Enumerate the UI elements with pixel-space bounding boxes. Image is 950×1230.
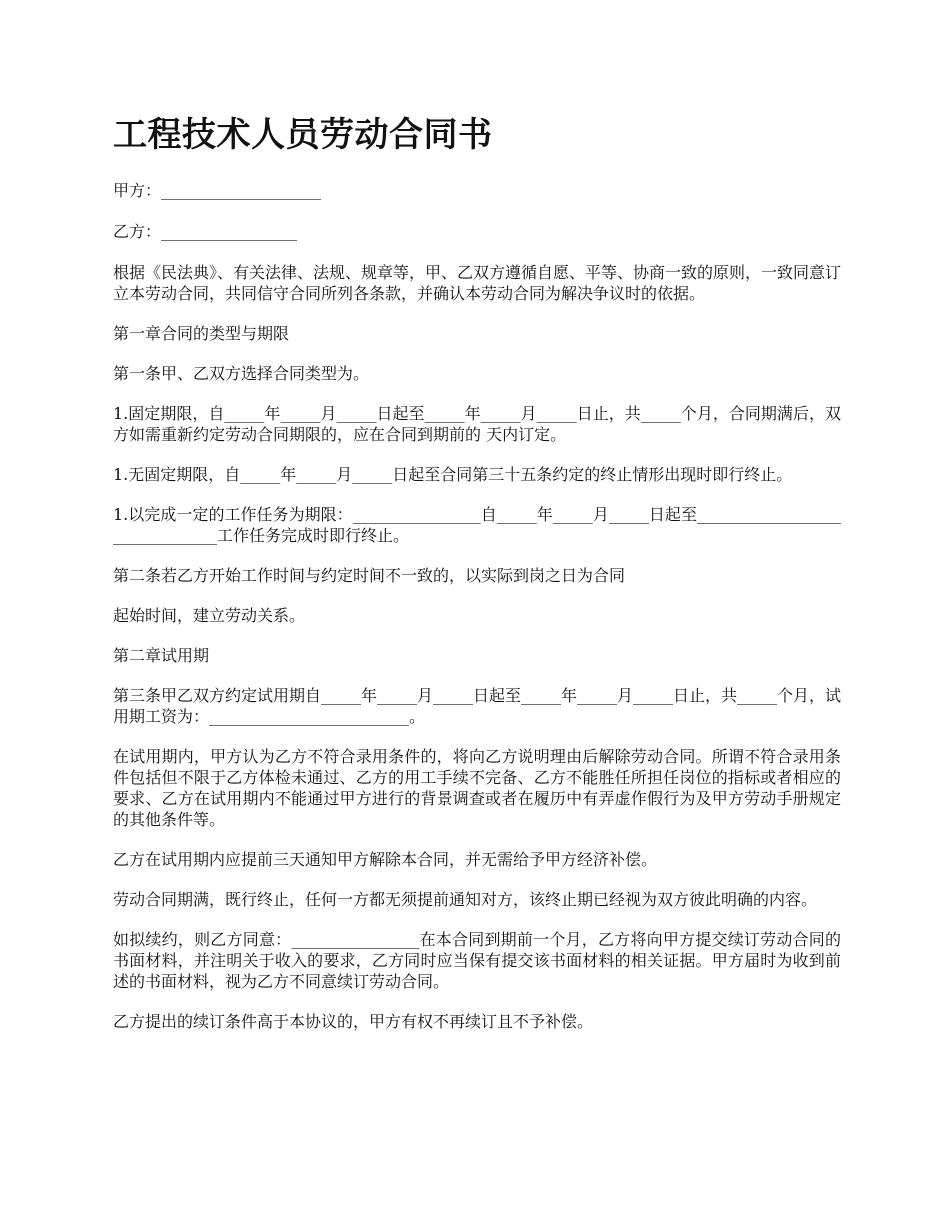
article-paragraph: 第三条甲乙双方约定试用期自_____年_____月_____日起至_____年_____月_____日止，共_____个月，试用期工资为：_________________________。	[113, 686, 842, 726]
clause-paragraph: 1.无固定期限，自_____年_____月_____日起至合同第三十五条约定的终止情形出现时即行终止。	[113, 465, 793, 484]
body-paragraph: 劳动合同期满，既行终止，任何一方都无须提前通知对方，该终止期已经视为双方彼此明确的内容。	[113, 890, 818, 909]
chapter-heading: 第二章试用期	[113, 646, 210, 665]
clause-paragraph: 1.固定期限，自_____年_____月_____日起至_____年_____月_____日止，共_____个月，合同期满后，双方如需重新约定劳动合同期限的，应在合同到期前的 天内订定。	[113, 404, 841, 444]
body-paragraph: 如拟续约，则乙方同意：________________在本合同到期前一个月，乙方将向甲方提交续订劳动合同的书面材料，并注明关于收入的要求，乙方同时应当保有提交该书面材料的相关证据。甲方届时为收到前述的书面材料，视为乙方不同意续订劳动合同。	[113, 930, 841, 991]
clause-paragraph: 1.以完成一定的工作任务为期限：________________自_____年_____月_____日起至_______________________________工作任务完成时即行终止。	[113, 505, 841, 545]
body-paragraph: 在试用期内，甲方认为乙方不符合录用条件的，将向乙方说明理由后解除劳动合同。所谓不符合录用条件包括但不限于乙方体检未通过、乙方的用工手续不完备、乙方不能胜任所担任岗位的指标或者相应的要求、乙方在试用期内不能通过甲方进行的背景调查或者在履历中有弄虚作假行为及甲方劳动手册规定的其他条件等。	[113, 747, 841, 829]
body-paragraph: 乙方提出的续订条件高于本协议的，甲方有权不再续订且不予补偿。	[113, 1012, 594, 1031]
document-page	[113, 108, 841, 1051]
article-paragraph: 第二条若乙方开始工作时间与约定时间不一致的，以实际到岗之日为合同	[113, 566, 626, 585]
document-title: 工程技术人员劳动合同书	[113, 115, 493, 155]
chapter-heading: 第一章合同的类型与期限	[113, 324, 290, 343]
party-b-line: 乙方：_________________	[113, 222, 298, 241]
preamble-paragraph: 根据《民法典》、有关法律、法规、规章等，甲、乙双方遵循自愿、平等、协商一致的原则，一致同意订立本劳动合同，共同信守合同所列各条款，并确认本劳动合同为解决争议时的依据。	[113, 263, 842, 303]
article-paragraph: 第一条甲、乙双方选择合同类型为。	[113, 364, 370, 383]
party-a-line: 甲方：____________________	[113, 181, 322, 200]
body-paragraph: 乙方在试用期内应提前三天通知甲方解除本合同，并无需给予甲方经济补偿。	[113, 850, 658, 869]
article-paragraph: 起始时间，建立劳动关系。	[113, 606, 306, 625]
